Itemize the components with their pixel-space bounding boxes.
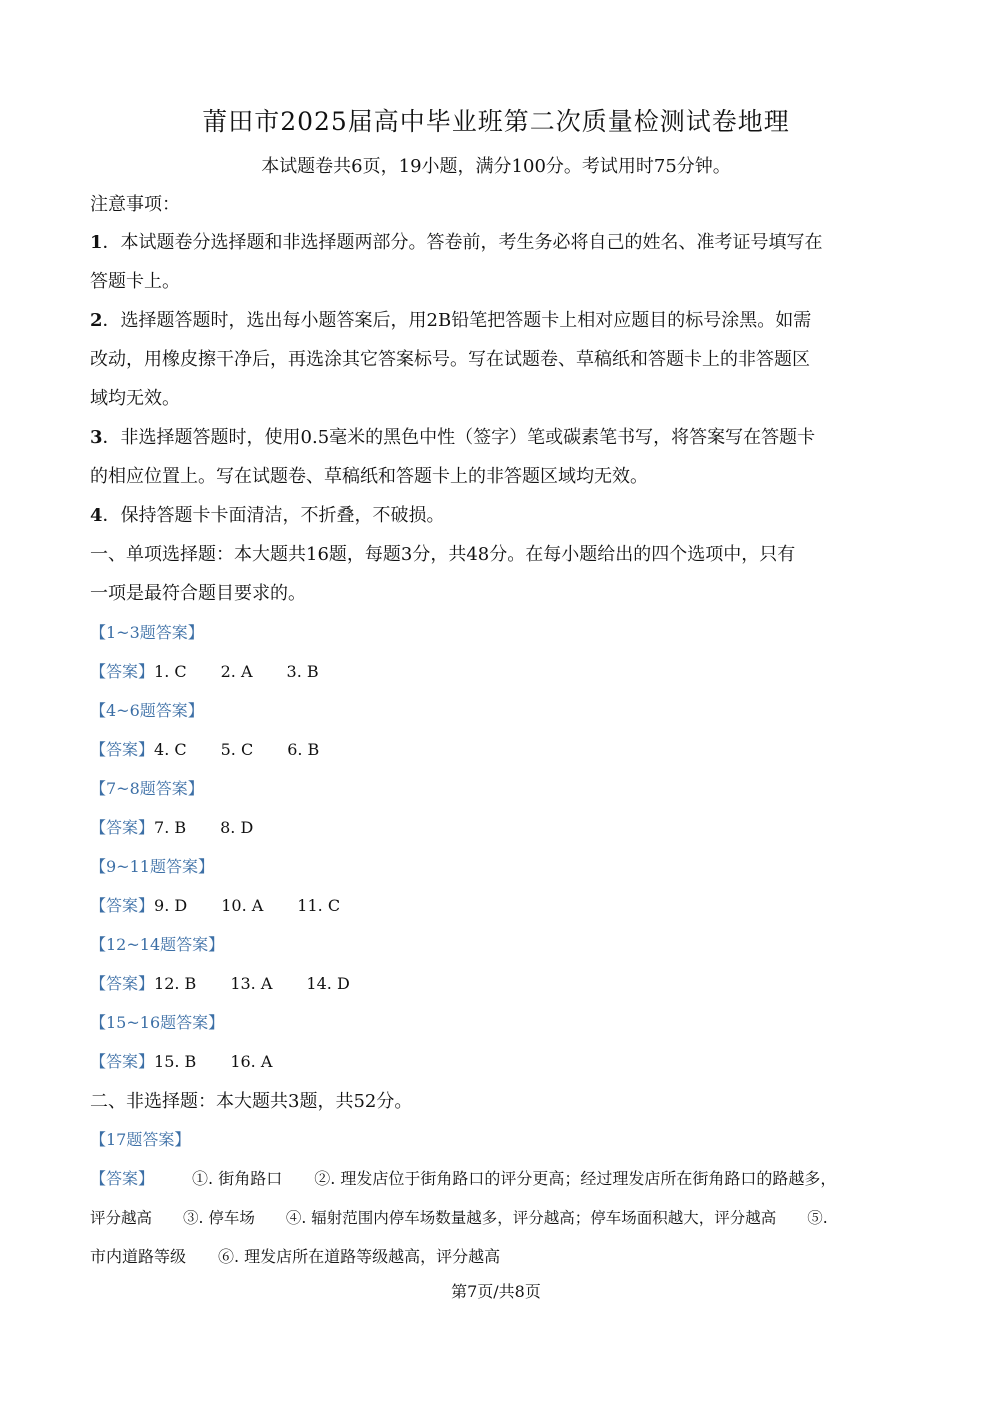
answer-row xyxy=(90,739,319,761)
q17-answer-line-1 xyxy=(90,1168,836,1190)
answer-item: 8. D xyxy=(220,818,254,837)
section-2-heading: 二、非选择题：本大题共3题，共52分。 xyxy=(90,1091,413,1112)
answer-row xyxy=(90,1051,272,1073)
group-heading: 【15~16题答案】 xyxy=(90,1013,225,1032)
answer-item: 10. A xyxy=(221,896,264,915)
answer-item: 3. B xyxy=(286,662,319,681)
answer-item: 6. B xyxy=(287,740,320,759)
page-title: 莆田市2025届高中毕业班第二次质量检测试卷地理 xyxy=(202,107,790,136)
section-1-heading-line-2: 一项是最符合题目要求的。 xyxy=(90,583,306,604)
notice-3-line-2: 的相应位置上。写在试题卷、草稿纸和答题卡上的非答题区域均无效。 xyxy=(90,466,648,487)
answer-row xyxy=(90,895,340,917)
answer-label: 【答案】 xyxy=(90,818,155,837)
notice-number: 2 xyxy=(90,310,103,331)
answer-item: 1. C xyxy=(154,662,187,681)
notice-2-line-2: 改动，用橡皮擦干净后，再选涂其它答案标号。写在试题卷、草稿纸和答题卡上的非答题区 xyxy=(90,349,810,370)
group-heading: 【4~6题答案】 xyxy=(90,701,204,720)
answer-row xyxy=(90,973,350,995)
group-heading: 【7~8题答案】 xyxy=(90,779,204,798)
answer-item: 5. C xyxy=(220,740,254,759)
group-heading: 【12~14题答案】 xyxy=(90,935,225,954)
answer-item: 2. A xyxy=(220,662,253,681)
answer-item: 7. B xyxy=(154,818,187,837)
notice-text: ．非选择题答题时，使用0.5毫米的黑色中性（签字）笔或碳素笔书写，将答案写在答题卡 xyxy=(102,427,816,448)
q17-answer-line-3: 市内道路等级 ⑥. 理发店所在道路等级越高，评分越高 xyxy=(90,1247,501,1266)
notice-4-line-1 xyxy=(90,504,902,528)
answer-label: 【答案】 xyxy=(90,662,155,681)
answer-row xyxy=(90,817,253,839)
answer-label: 【答案】 xyxy=(90,974,155,993)
notice-number: 1 xyxy=(90,232,103,253)
notice-heading: 注意事项： xyxy=(90,194,180,215)
answer-label: 【答案】 xyxy=(90,740,155,759)
notice-text: ．选择题答题时，选出每小题答案后，用2B铅笔把答题卡上相对应题目的标号涂黑。如需 xyxy=(102,310,812,331)
answer-item: 12. B xyxy=(154,974,197,993)
answer-item: 9. D xyxy=(154,896,188,915)
answer-item: 11. C xyxy=(297,896,341,915)
q17-answer-line-2: 评分越高 ③. 停车场 ④. 辐射范围内停车场数量越多，评分越高；停车场面积越大，评分越高 ⑤. xyxy=(90,1209,828,1227)
notice-1-line-1 xyxy=(90,231,902,255)
notice-1-line-2: 答题卡上。 xyxy=(90,271,180,292)
q17-text: ①. 街角路口 ②. 理发店位于街角路口的评分更高；经过理发店所在街角路口的路越多， xyxy=(192,1169,837,1188)
answer-label: 【答案】 xyxy=(90,896,155,915)
answer-item: 4. C xyxy=(154,740,187,759)
notice-2-line-3: 域均无效。 xyxy=(90,388,180,409)
answer-item: 15. B xyxy=(154,1052,197,1071)
group-heading: 【9~11题答案】 xyxy=(90,857,214,876)
exam-info: 本试题卷共6页，19小题，满分100分。考试用时75分钟。 xyxy=(261,156,731,177)
answer-item: 16. A xyxy=(230,1052,273,1071)
notice-number: 3 xyxy=(90,427,103,448)
group-heading: 【1~3题答案】 xyxy=(90,623,204,642)
answer-label: 【答案】 xyxy=(90,1169,155,1188)
q17-heading: 【17题答案】 xyxy=(90,1130,191,1149)
answer-label: 【答案】 xyxy=(90,1052,155,1071)
notice-text: ．保持答题卡卡面清洁，不折叠，不破损。 xyxy=(102,505,445,526)
notice-2-line-1 xyxy=(90,309,902,333)
section-1-heading-line-1: 一、单项选择题：本大题共16题，每题3分，共48分。在每小题给出的四个选项中，只有 xyxy=(90,544,796,565)
answer-item: 14. D xyxy=(306,974,350,993)
answer-row xyxy=(90,661,319,683)
notice-number: 4 xyxy=(90,505,103,526)
notice-3-line-1 xyxy=(90,426,902,450)
page-footer: 第7页/共8页 xyxy=(451,1282,541,1301)
notice-text: ．本试题卷分选择题和非选择题两部分。答卷前，考生务必将自己的姓名、准考证号填写在 xyxy=(102,232,823,253)
answer-item: 13. A xyxy=(230,974,273,993)
